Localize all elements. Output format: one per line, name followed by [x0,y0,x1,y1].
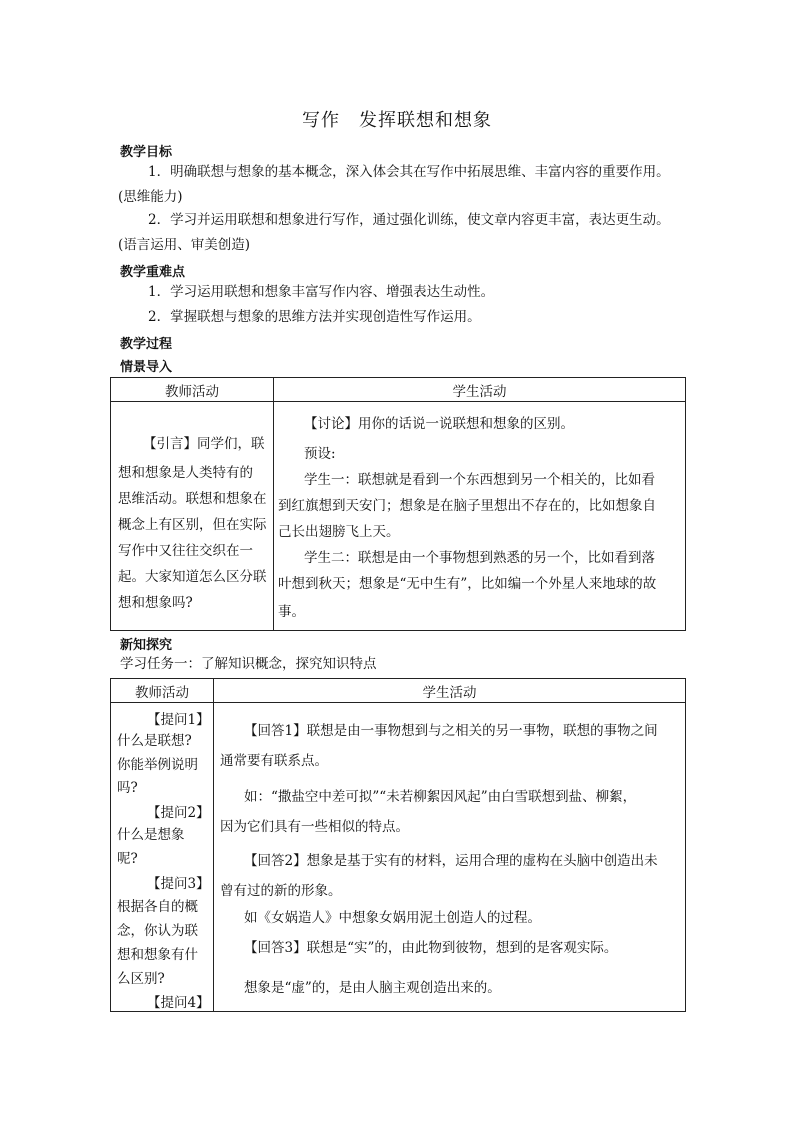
teacher-line: 想和想象有什 [117,947,198,963]
goals-heading: 教学目标 [120,145,173,160]
teacher-line: 什么是想象 [117,827,185,843]
teacher-line: 什么是联想? [117,733,192,749]
student-line: 如《女娲造人》中想象女娲用泥土创造人的过程。 [244,910,541,926]
student-line: 预设: [304,446,336,462]
teacher-line: 你能举例说明 [117,757,198,773]
teacher-line: 想和想象是人类特有的 [118,465,253,481]
student-line: 叶想到秋天；想象是“无中生有”，比如编一个外星人来地球的故 [278,576,657,592]
goal-2-line-2: (语言运用、审美创造) [118,237,251,253]
teacher-line: 【引言】同学们，联 [143,436,265,452]
teacher-line: 写作中又往往交织在一 [118,543,253,559]
intro-activity-table [110,377,686,631]
teacher-line: 【提问4】 [147,995,210,1011]
teacher-line: 根据各自的概 [117,899,198,915]
student-line: 想象是“虚”的，是由人脑主观创造出来的。 [244,980,501,996]
student-line: 学生一：联想就是看到一个东西想到另一个相关的，比如看 [304,472,655,488]
page-title: 写作 发挥联想和想象 [302,110,492,131]
student-activity-header: 学生活动 [214,679,686,703]
student-line: 己长出翅膀飞上天。 [278,524,400,540]
student-activity-cell [214,703,686,1012]
difficulty-2: 2．掌握联想与想象的思维方法并实现创造性写作运用。 [148,309,481,325]
teacher-line: 么区别? [117,971,165,987]
student-line: 学生二：联想是由一个事物想到熟悉的另一个，比如看到落 [304,550,655,566]
teacher-line: 【提问3】 [147,876,210,892]
learning-task-1: 学习任务一：了解知识概念，探究知识特点 [120,656,377,672]
explore-heading: 新知探究 [120,638,173,653]
teacher-activity-cell [111,703,214,1012]
difficulty-1: 1．学习运用联想和想象丰富写作内容、增强表达生动性。 [148,284,495,300]
student-line: 【回答2】想象是基于实有的材料，运用合理的虚构在头脑中创造出未 [244,853,658,869]
teacher-line: 【提问1】 [147,712,210,728]
teacher-line: 呢? [117,851,138,867]
teacher-line: 思维活动。联想和想象在 [118,491,267,507]
process-heading: 教学过程 [120,337,173,352]
teacher-activity-header: 教师活动 [111,378,274,402]
student-line: 【回答3】联想是“实”的，由此物到彼物，想到的是客观实际。 [244,940,618,956]
difficulty-heading: 教学重难点 [120,265,186,280]
teacher-activity-cell [111,402,274,631]
teacher-activity-header: 教师活动 [111,679,214,703]
student-line: 【讨论】用你的话说一说联想和想象的区别。 [304,416,574,432]
goal-1-line-1: 1．明确联想与想象的基本概念，深入体会其在写作中拓展思维、丰富内容的重要作用。 [148,164,670,180]
intro-heading: 情景导入 [120,360,173,375]
teacher-line: 概念上有区别，但在实际 [118,517,267,533]
student-line: 事。 [278,604,305,620]
student-line: 通常要有联系点。 [220,753,328,769]
goal-1-line-2: (思维能力) [118,189,183,205]
student-line: 曾有过的新的形象。 [220,883,342,899]
task1-activity-table [110,678,686,1012]
student-line: 如：“撒盐空中差可拟”“未若柳絮因风起”由白雪联想到盐、柳絮， [244,789,637,805]
student-activity-header: 学生活动 [274,378,686,402]
student-activity-cell [274,402,686,631]
goal-2-line-1: 2．学习并运用联想和想象进行写作，通过强化训练，使文章内容更丰富，表达更生动。 [148,212,670,228]
teacher-line: 起。大家知道怎么区分联 [118,569,267,585]
teacher-line: 【提问2】 [147,805,210,821]
student-line: 到红旗想到天安门；想象是在脑子里想出不存在的，比如想象自 [278,498,656,514]
teacher-line: 吗? [117,780,138,796]
teacher-line: 想和想象吗? [118,595,193,611]
teacher-line: 念，你认为联 [117,923,198,939]
student-line: 因为它们具有一些相似的特点。 [220,819,409,835]
student-line: 【回答1】联想是由一事物想到与之相关的另一事物，联想的事物之间 [244,723,658,739]
